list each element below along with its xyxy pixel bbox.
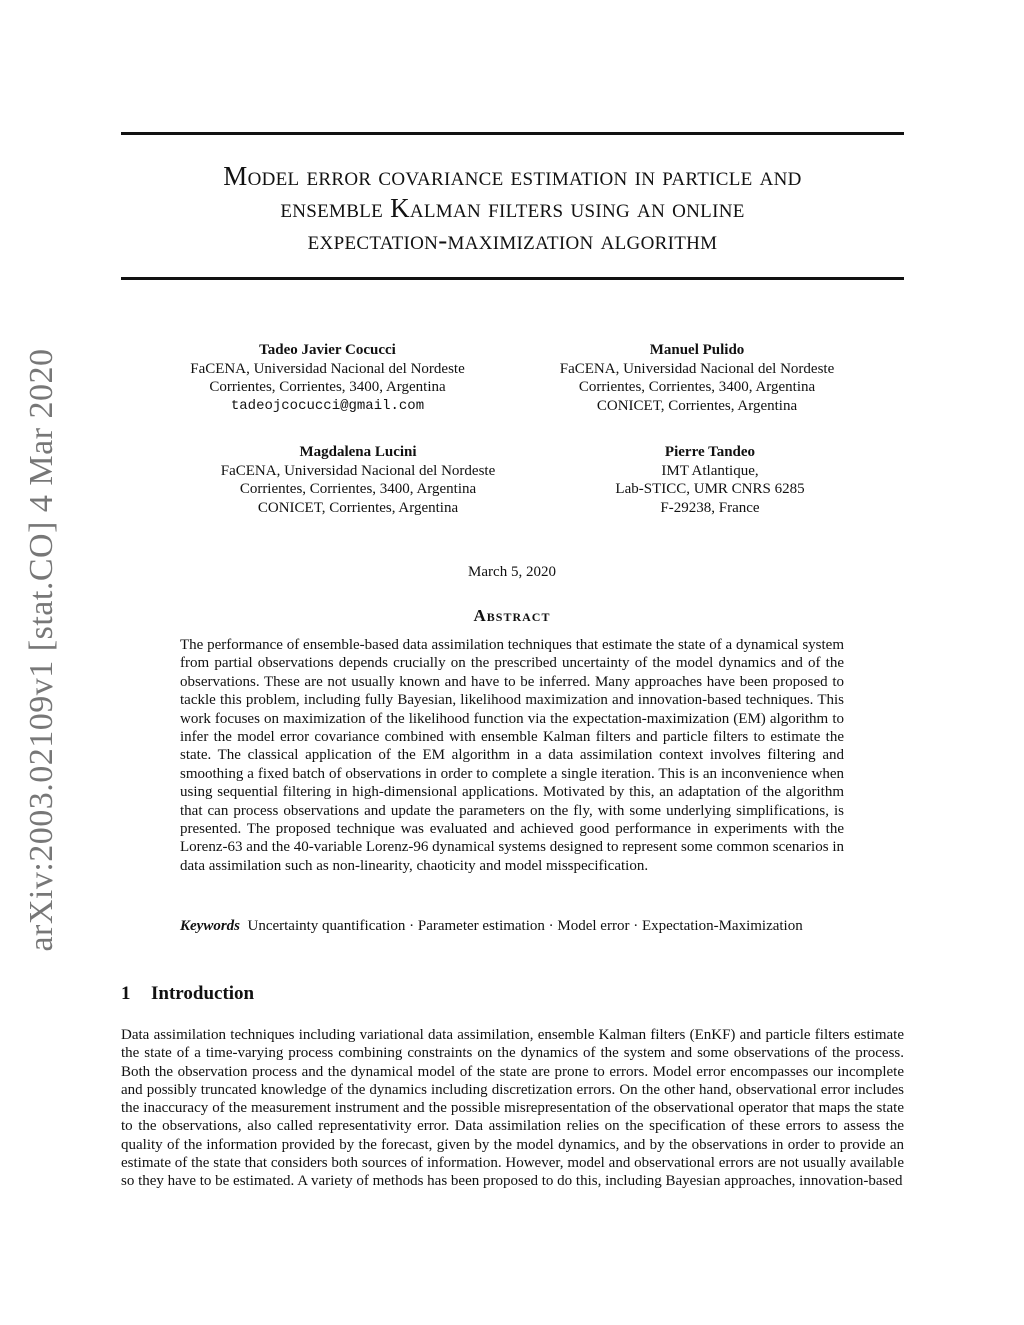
author-block [200, 443, 516, 517]
section-number: 1 [121, 983, 131, 1004]
section-heading [121, 983, 254, 1005]
keywords [180, 917, 844, 935]
author-affiliation: Lab-STICC, UMR CNRS 6285 [615, 481, 805, 497]
title-bottom-rule [121, 277, 904, 280]
arxiv-identifier-text: arXiv:2003.02109v1 [stat.CO] 4 Mar 2020 [23, 348, 60, 952]
introduction-paragraph: Data assimilation techniques including variational data assimilation, ensemble Kalman filters (EnKF) and particle filters estimate the state of a time-varying process combining constraints on the dynamics of the system and some observations of the process. Both the observation process and the dynamical model of the state are prone to errors. Model error encompasses our incomplete and possibly truncated knowledge of the dynamics including discretization errors. On the other hand, observational error includes the inaccuracy of the measurement instrument and the possible misrepresentation of the observational operator that maps the state to the observations, also called representativity error. Data assimilation relies on the specification of these errors to assess the quality of the information provided by the forecast, given by the model dynamics, and by the observations in order to provide an estimate of the state that considers both sources of information. However, model and observational errors are not usually available so they have to be estimated. A variety of methods has been proposed to do this, including Bayesian approaches, innovation-based [121, 1027, 904, 1190]
author-name: Magdalena Lucini [299, 444, 417, 460]
author-affiliation: CONICET, Corrientes, Argentina [596, 397, 798, 414]
author-name: Manuel Pulido [649, 342, 745, 358]
author-affiliation: IMT Atlantique, [661, 462, 759, 479]
author-affiliation: Corrientes, Corrientes, 3400, Argentina [239, 481, 477, 497]
title-line: expectation-maximization algorithm [307, 225, 718, 255]
author-name: Tadeo Javier Cocucci [259, 342, 396, 358]
author-affiliation: Corrientes, Corrientes, 3400, Argentina [209, 379, 446, 395]
author-block [170, 341, 485, 415]
abstract-heading: Abstract [473, 606, 551, 625]
author-name: Pierre Tandeo [664, 444, 756, 460]
paper-title [121, 160, 904, 256]
title-line: Model error covariance estimation in particle and [223, 161, 802, 191]
keywords-list: Uncertainty quantification · Parameter estimation · Model error · Expectation-Maximization [247, 918, 803, 934]
author-affiliation: F-29238, France [660, 499, 760, 516]
publication-date: March 5, 2020 [468, 564, 556, 580]
author-affiliation: CONICET, Corrientes, Argentina [257, 499, 459, 516]
author-affiliation: FaCENA, Universidad Nacional del Nordeste [559, 360, 835, 377]
author-affiliation: FaCENA, Universidad Nacional del Nordeste [220, 462, 496, 479]
keywords-label: Keywords [180, 918, 240, 934]
author-block [590, 443, 830, 517]
author-block [537, 341, 857, 415]
author-affiliation: FaCENA, Universidad Nacional del Nordeste [190, 360, 465, 377]
author-email[interactable]: tadeojcocucci@gmail.com [230, 397, 425, 414]
author-affiliation: Corrientes, Corrientes, 3400, Argentina [578, 379, 816, 395]
title-top-rule [121, 132, 904, 135]
section-title: Introduction [151, 983, 255, 1004]
title-line: ensemble Kalman filters using an online [280, 193, 745, 223]
abstract-text: The performance of ensemble-based data assimilation techniques that estimate the state of a dynamical system from partial observations depends crucially on the prescribed uncertainty of the model dynamics and of the observations. These are not usually known and have to be inferred. Many approaches have been proposed to tackle this problem, including fully Bayesian, likelihood maximization and innovation-based techniques. This work focuses on maximization of the likelihood function via the expectation-maximization (EM) algorithm to infer the model error covariance combined with ensemble Kalman filters and particle filters to estimate the state. The classical application of the EM algorithm in a data assimilation context involves filtering and smoothing a fixed batch of observations in order to complete a single iteration. This is an inconvenience when using sequential filtering in high-dimensional applications. Motivated by this, an adaptation of the algorithm that can process observations and update the parameters on the fly, with some underlying simplifications, is presented. The proposed technique was evaluated and achieved good performance in experiments with the Lorenz-63 and the 40-variable Lorenz-96 dynamical systems designed to represent some common scenarios in data assimilation such as non-linearity, chaoticity and model misspecification. [180, 637, 844, 874]
